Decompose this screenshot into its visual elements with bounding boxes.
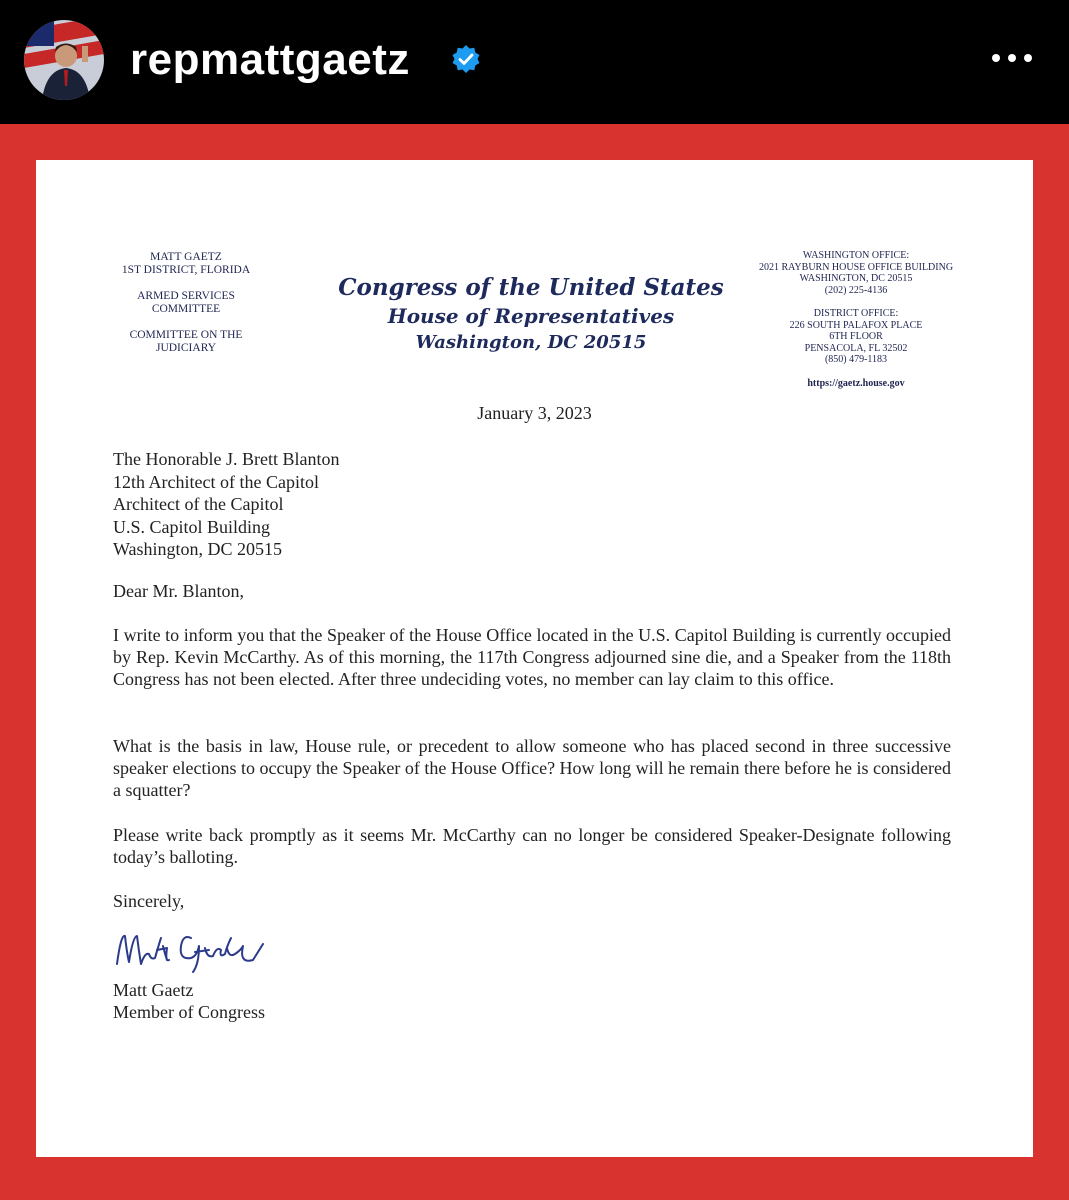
avatar-image	[24, 20, 104, 100]
district-office-line3: PENSACOLA, FL 32502	[804, 342, 908, 354]
letter-date: January 3, 2023	[477, 403, 592, 423]
letterhead-congress: Congress of the United States	[338, 274, 724, 301]
handwritten-signature	[113, 924, 273, 979]
more-options-icon[interactable]	[990, 43, 1034, 73]
dc-office-phone: (202) 225-4136	[824, 284, 888, 296]
salutation: Dear Mr. Blanton,	[113, 581, 244, 601]
post-header	[0, 0, 1069, 124]
body-paragraph: What is the basis in law, House rule, or precedent to allow someone who has placed second in three successive speaker elections to occupy the Speaker of the House Office? How long will he remain there before he is considered a squatter?	[113, 736, 951, 801]
member-name: MATT GAETZ	[150, 251, 222, 263]
dc-office-label: WASHINGTON OFFICE:	[802, 250, 910, 261]
dc-office-line2: WASHINGTON, DC 20515	[799, 273, 913, 284]
committee-armed-services: ARMED SERVICES	[137, 290, 235, 302]
closing: Sincerely,	[113, 891, 185, 911]
letterhead-city: Washington, DC 20515	[415, 332, 647, 353]
verified-badge-icon	[451, 44, 481, 74]
recipient-address	[113, 448, 339, 561]
committee-judiciary: COMMITTEE ON THE	[129, 329, 243, 341]
letter-page	[36, 160, 1033, 1157]
district-office-line2: 6TH FLOOR	[829, 331, 883, 342]
district-office-label: DISTRICT OFFICE:	[813, 308, 899, 319]
address-line: U.S. Capitol Building	[113, 516, 271, 537]
signer-title: Member of Congress	[113, 1002, 265, 1022]
letterhead-left	[96, 251, 276, 355]
address-line: 12th Architect of the Capitol	[113, 471, 319, 492]
address-line: The Honorable J. Brett Blanton	[113, 449, 340, 469]
signer-name: Matt Gaetz	[113, 980, 194, 1000]
username[interactable]: repmattgaetz	[130, 35, 410, 84]
dc-office-line1: 2021 RAYBURN HOUSE OFFICE BUILDING	[758, 261, 954, 273]
address-line: Architect of the Capitol	[113, 494, 284, 514]
district-office-phone: (850) 479-1183	[824, 354, 888, 365]
profile-avatar[interactable]	[24, 20, 104, 100]
committee-armed-services-2: COMMITTEE	[151, 303, 221, 315]
letterhead-house: House of Representatives	[387, 304, 675, 328]
member-district: 1ST DISTRICT, FLORIDA	[121, 264, 251, 276]
address-line: Washington, DC 20515	[113, 539, 283, 559]
body-paragraph: I write to inform you that the Speaker of the House Office located in the U.S. Capitol Building is currently occupied by Rep. Kevin McCarthy. As of this morning, the 117th Congress adjourned sine die, and a Speaker from the 118th Congress has not been elected. After three undeciding votes, no member can lay claim to this office.	[113, 625, 951, 690]
committee-judiciary-2: JUDICIARY	[155, 342, 217, 354]
district-office-line1: 226 SOUTH PALAFOX PLACE	[789, 319, 923, 331]
signature-block	[113, 979, 265, 1023]
letterhead-center	[326, 273, 736, 356]
letterhead-right	[741, 250, 971, 389]
website-link: https://gaetz.house.gov	[807, 377, 905, 389]
body-paragraph: Please write back promptly as it seems Mr. McCarthy can no longer be considered Speaker-Designate following today’s balloting.	[113, 825, 951, 868]
